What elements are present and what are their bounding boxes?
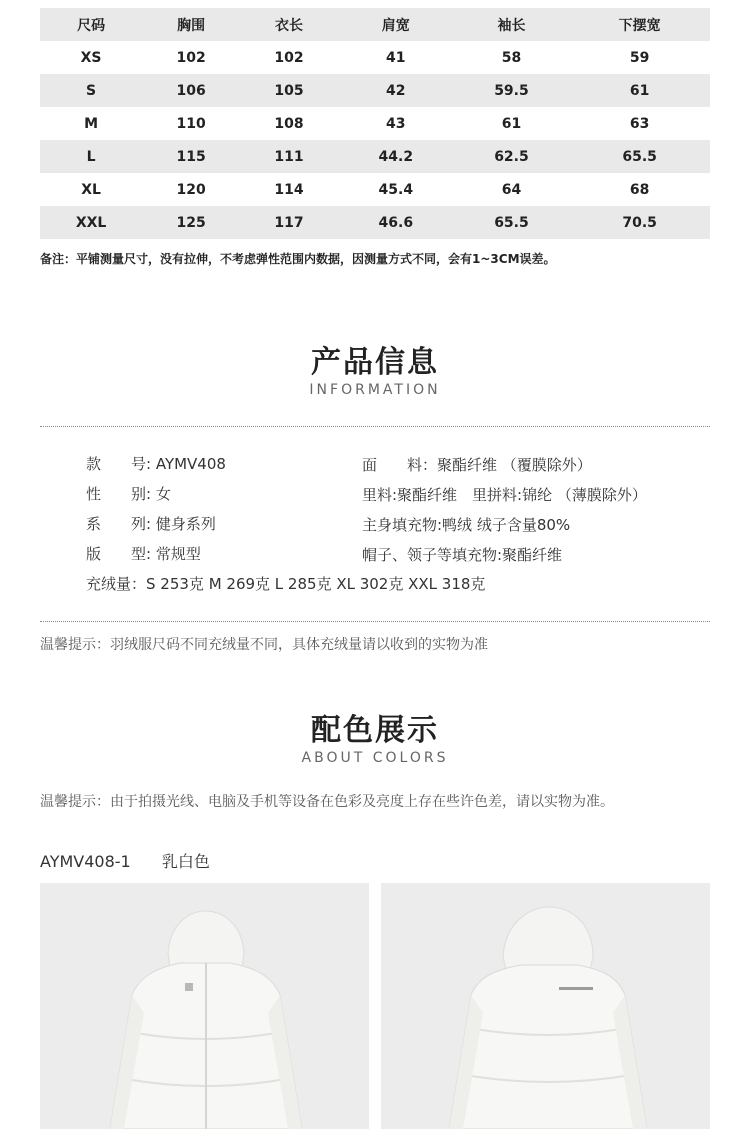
header-cell: 尺码: [77, 17, 106, 34]
table-cell: 59.5: [494, 82, 529, 99]
colors-title: 配色展示: [311, 713, 439, 748]
table-cell: 58: [501, 49, 522, 66]
table-cell: 43: [386, 115, 406, 132]
colors-subtitle: ABOUT COLORS: [301, 750, 449, 766]
table-cell: 120: [176, 181, 206, 198]
table-cell: 108: [274, 115, 304, 132]
divider: [40, 621, 710, 622]
table-cell: 106: [176, 82, 206, 99]
info-fill-amount: 充绒量：S 253克 M 269克 L 285克 XL 302克 XXL 318克: [86, 575, 486, 593]
color-variant-label: [40, 849, 236, 872]
color-name: 乳白色: [161, 852, 210, 871]
divider: [40, 426, 710, 427]
table-cell: S: [86, 82, 97, 99]
table-cell: 125: [176, 214, 206, 231]
info-label: 性 别:: [86, 485, 152, 503]
info-value: 健身系列: [155, 515, 216, 533]
jacket-back-photo: [381, 883, 710, 1129]
jacket-back-image: [381, 883, 710, 1129]
jacket-front-photo: [40, 883, 369, 1129]
info-value: AYMV408: [155, 455, 226, 473]
info-title: 产品信息: [311, 345, 439, 380]
table-cell: 105: [274, 82, 304, 99]
info-value: 常规型: [155, 545, 201, 563]
table-row: [40, 107, 710, 140]
info-item-gender: [86, 483, 171, 504]
info-label: 版 型:: [86, 545, 152, 563]
jacket-front-image: [40, 883, 369, 1129]
header-cell: 下摆宽: [618, 17, 661, 34]
info-subtitle: INFORMATION: [309, 382, 441, 398]
header-cell: 胸围: [177, 17, 206, 34]
size-note: 备注：平铺测量尺寸，没有拉伸，不考虑弹性范围内数据，因测量方式不同，会有1~3CM误差。: [40, 252, 556, 266]
table-cell: 42: [386, 82, 406, 99]
table-row: [40, 206, 710, 239]
table-cell: 41: [386, 49, 406, 66]
info-label: 系 列:: [86, 515, 152, 533]
table-cell: 114: [274, 181, 304, 198]
header-cell: 肩宽: [381, 17, 410, 34]
info-value: 女: [155, 485, 171, 503]
size-table-header: [40, 8, 710, 41]
table-cell: 102: [274, 49, 304, 66]
table-cell: 44.2: [378, 148, 414, 165]
table-cell: 63: [629, 115, 650, 132]
table-row: [40, 41, 710, 74]
table-cell: M: [84, 115, 99, 132]
table-cell: 59: [629, 49, 650, 66]
table-cell: XXL: [75, 214, 107, 231]
table-row: [40, 140, 710, 173]
table-cell: 68: [629, 181, 650, 198]
header-cell: 袖长: [497, 17, 526, 34]
table-cell: 111: [274, 148, 304, 165]
table-cell: 61: [501, 115, 522, 132]
table-cell: 102: [176, 49, 206, 66]
info-tip: 温馨提示：羽绒服尺码不同充绒量不同，具体充绒量请以收到的实物为准: [40, 637, 488, 653]
colors-tip: 温馨提示：由于拍摄光线、电脑及手机等设备在色彩及亮度上存在些许色差，请以实物为准。: [40, 794, 614, 810]
table-cell: 62.5: [494, 148, 529, 165]
table-cell: L: [86, 148, 96, 165]
info-item-style-no: [86, 453, 226, 474]
table-cell: 61: [629, 82, 650, 99]
table-row: [40, 74, 710, 107]
table-cell: 64: [501, 181, 522, 198]
table-cell: 46.6: [378, 214, 414, 231]
table-row: [40, 173, 710, 206]
info-item-filling: 主身填充物:鸭绒 绒子含量80%: [362, 516, 571, 534]
table-cell: 65.5: [494, 214, 529, 231]
info-item-series: [86, 513, 216, 534]
info-label: 款 号:: [86, 455, 152, 473]
info-item-hood-filling: 帽子、领子等填充物:聚酯纤维: [362, 546, 563, 564]
table-cell: XS: [80, 49, 102, 66]
table-cell: 110: [176, 115, 206, 132]
info-item-fabric: 面 料：聚酯纤维 （覆膜除外）: [362, 456, 592, 474]
table-cell: 115: [176, 148, 206, 165]
header-cell: 衣长: [275, 17, 303, 34]
table-cell: 45.4: [378, 181, 414, 198]
table-cell: XL: [81, 181, 101, 198]
info-item-lining: 里料:聚酯纤维 里拼料:锦纶 （薄膜除外）: [362, 486, 647, 504]
info-item-fit: [86, 543, 201, 564]
size-table: [40, 8, 710, 239]
color-code: AYMV408-1: [40, 852, 131, 871]
table-cell: 65.5: [622, 148, 657, 165]
table-cell: 70.5: [622, 214, 657, 231]
table-cell: 117: [274, 214, 304, 231]
